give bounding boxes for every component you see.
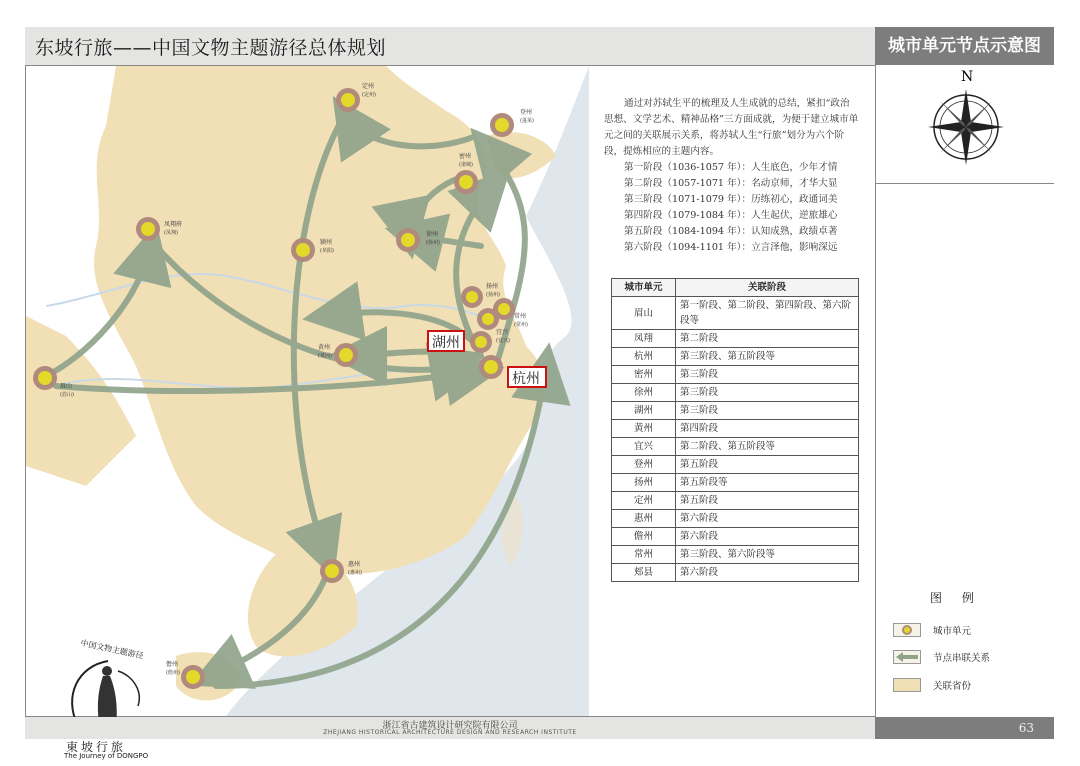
table-cell-city: 黄州 bbox=[612, 420, 676, 438]
svg-text:(蓬莱): (蓬莱) bbox=[520, 118, 534, 124]
stage-line: 第一阶段（1036-1057 年）：人生底色，少年才情 bbox=[624, 162, 838, 173]
table-cell-city: 密州 bbox=[612, 366, 676, 384]
highlight-label-huzhou bbox=[428, 331, 464, 351]
logo-cn-text: 東坡行旅 bbox=[66, 740, 127, 754]
side-panel bbox=[875, 65, 1054, 717]
legend-label: 关联省份 bbox=[933, 681, 972, 692]
legend-item-city bbox=[893, 621, 1033, 637]
svg-text:定州: 定州 bbox=[362, 83, 375, 90]
svg-text:登州: 登州 bbox=[520, 109, 533, 116]
table-cell-stage: 第三阶段、第六阶段等 bbox=[676, 546, 859, 564]
table-cell-stage: 第三阶段 bbox=[676, 384, 859, 402]
map-svg bbox=[26, 66, 589, 716]
table-cell-city: 惠州 bbox=[612, 510, 676, 528]
table-cell-stage: 第五阶段等 bbox=[676, 474, 859, 492]
svg-text:黄州: 黄州 bbox=[318, 344, 331, 351]
logo-top-text: 中国文物主题游径 bbox=[79, 638, 145, 661]
route-arrow-icon bbox=[893, 650, 921, 664]
table-row bbox=[612, 456, 859, 474]
legend-item-province bbox=[893, 676, 1033, 692]
svg-text:湖州: 湖州 bbox=[432, 335, 460, 351]
table-cell-city: 湖州 bbox=[612, 402, 676, 420]
table-row bbox=[612, 348, 859, 366]
svg-text:(阜阳): (阜阳) bbox=[320, 248, 334, 254]
panel-title: 城市单元节点示意图 bbox=[875, 27, 1054, 65]
legend-title: 图 例 bbox=[930, 591, 982, 605]
svg-text:(定州): (定州) bbox=[362, 92, 376, 98]
svg-text:(眉山): (眉山) bbox=[60, 392, 74, 398]
table-header: 关联阶段 bbox=[676, 279, 859, 297]
svg-text:(黄冈): (黄冈) bbox=[318, 353, 332, 359]
svg-text:(惠州): (惠州) bbox=[348, 570, 362, 576]
table-cell-city: 宜兴 bbox=[612, 438, 676, 456]
footer-org-cn: 浙江省古建筑设计研究院有限公司 bbox=[382, 721, 518, 731]
stage-line: 第二阶段（1057-1071 年）：名动京师，才华大显 bbox=[624, 178, 838, 189]
svg-text:宜兴: 宜兴 bbox=[496, 329, 509, 336]
footer-org-en: ZHEJIANG HISTORICAL ARCHITECTURE DESIGN AND RESEARCH INSTITUTE bbox=[323, 729, 577, 736]
table-row bbox=[612, 474, 859, 492]
svg-text:徐州: 徐州 bbox=[426, 231, 439, 238]
svg-text:眉山: 眉山 bbox=[60, 383, 73, 390]
table-cell-stage: 第三阶段、第五阶段等 bbox=[676, 348, 859, 366]
table-cell-city: 眉山 bbox=[612, 297, 676, 330]
compass-north-label: N bbox=[961, 69, 974, 85]
dongpo-logo bbox=[58, 638, 168, 766]
table-row bbox=[612, 528, 859, 546]
svg-text:凤翔府: 凤翔府 bbox=[164, 221, 183, 228]
table-row bbox=[612, 366, 859, 384]
table-cell-city: 登州 bbox=[612, 456, 676, 474]
legend-label: 城市单元 bbox=[933, 626, 972, 637]
svg-text:常州: 常州 bbox=[514, 313, 527, 320]
city-node-icon bbox=[893, 623, 921, 637]
table-row bbox=[612, 330, 859, 348]
table-row bbox=[612, 438, 859, 456]
stage-line: 第六阶段（1094-1101 年）：立言泽他，影响深远 bbox=[624, 242, 838, 253]
table-cell-city: 凤翔 bbox=[612, 330, 676, 348]
table-cell-stage: 第六阶段 bbox=[676, 528, 859, 546]
table-cell-city: 徐州 bbox=[612, 384, 676, 402]
legend-label: 节点串联关系 bbox=[933, 653, 991, 664]
table-row bbox=[612, 546, 859, 564]
footer bbox=[25, 717, 875, 739]
table-cell-city: 儋州 bbox=[612, 528, 676, 546]
legend-item-route bbox=[893, 648, 1033, 664]
table-row bbox=[612, 384, 859, 402]
svg-text:(徐州): (徐州) bbox=[426, 240, 440, 246]
table-cell-stage: 第五阶段 bbox=[676, 456, 859, 474]
svg-text:(凤翔): (凤翔) bbox=[164, 230, 178, 236]
table-cell-city: 定州 bbox=[612, 492, 676, 510]
logo-en-text: The Journey of DONGPO bbox=[64, 752, 149, 760]
compass-icon bbox=[926, 87, 1006, 167]
table-header-row bbox=[612, 279, 859, 297]
table-row bbox=[612, 510, 859, 528]
svg-text:惠州: 惠州 bbox=[348, 561, 361, 568]
svg-text:(常州): (常州) bbox=[514, 322, 528, 328]
highlight-label-hangzhou bbox=[508, 367, 546, 387]
city-node bbox=[479, 355, 503, 379]
stage-line: 第五阶段（1084-1094 年）：认知成熟，政绩卓著 bbox=[624, 226, 838, 237]
city-stage-table bbox=[611, 278, 859, 582]
svg-text:(宜兴): (宜兴) bbox=[496, 338, 510, 344]
table-cell-stage: 第一阶段、第二阶段、第四阶段、第六阶段等 bbox=[676, 297, 859, 330]
table-cell-stage: 第三阶段 bbox=[676, 366, 859, 384]
table-cell-city: 杭州 bbox=[612, 348, 676, 366]
stage-line: 第三阶段（1071-1079 年）：历练初心，政通词美 bbox=[624, 194, 838, 205]
province-swatch-icon bbox=[893, 678, 921, 692]
page-title: 东坡行旅——中国文物主题游径总体规划 bbox=[35, 37, 387, 59]
description-block bbox=[604, 96, 859, 256]
svg-text:扬州: 扬州 bbox=[486, 283, 499, 290]
table-cell-stage: 第二阶段 bbox=[676, 330, 859, 348]
table-cell-city: 常州 bbox=[612, 546, 676, 564]
svg-text:(扬州): (扬州) bbox=[486, 292, 500, 298]
compass-box bbox=[876, 65, 1054, 184]
svg-text:杭州: 杭州 bbox=[512, 371, 540, 387]
title-bar bbox=[25, 27, 875, 66]
svg-text:密州: 密州 bbox=[459, 153, 472, 160]
table-row bbox=[612, 402, 859, 420]
table-cell-city: 扬州 bbox=[612, 474, 676, 492]
table-row bbox=[612, 564, 859, 582]
table-row bbox=[612, 420, 859, 438]
table-row bbox=[612, 297, 859, 330]
table-cell-stage: 第四阶段 bbox=[676, 420, 859, 438]
svg-text:儋州: 儋州 bbox=[166, 661, 179, 668]
description-intro: 通过对苏轼生平的梳理及人生成就的总结，紧扣“政治思想、文学艺术、精神品格”三方面成就，为便于建立城市单元之间的关联展示关系，将苏轼人生“行旅”划分为六个阶段，提炼相应的主题内容。 bbox=[604, 98, 859, 157]
table-cell-stage: 第六阶段 bbox=[676, 510, 859, 528]
table-cell-stage: 第二阶段、第五阶段等 bbox=[676, 438, 859, 456]
svg-text:(诸城): (诸城) bbox=[459, 162, 473, 168]
city-node bbox=[470, 331, 492, 353]
table-cell-city: 郏县 bbox=[612, 564, 676, 582]
table-cell-stage: 第六阶段 bbox=[676, 564, 859, 582]
table-cell-stage: 第三阶段 bbox=[676, 402, 859, 420]
page-number: 63 bbox=[875, 717, 1054, 739]
table-row bbox=[612, 492, 859, 510]
svg-text:(儋州): (儋州) bbox=[166, 670, 180, 676]
table-header: 城市单元 bbox=[612, 279, 676, 297]
stage-line: 第四阶段（1079-1084 年）：人生起伏，逆旅雄心 bbox=[624, 210, 838, 221]
table-cell-stage: 第五阶段 bbox=[676, 492, 859, 510]
svg-text:颍州: 颍州 bbox=[320, 239, 333, 246]
